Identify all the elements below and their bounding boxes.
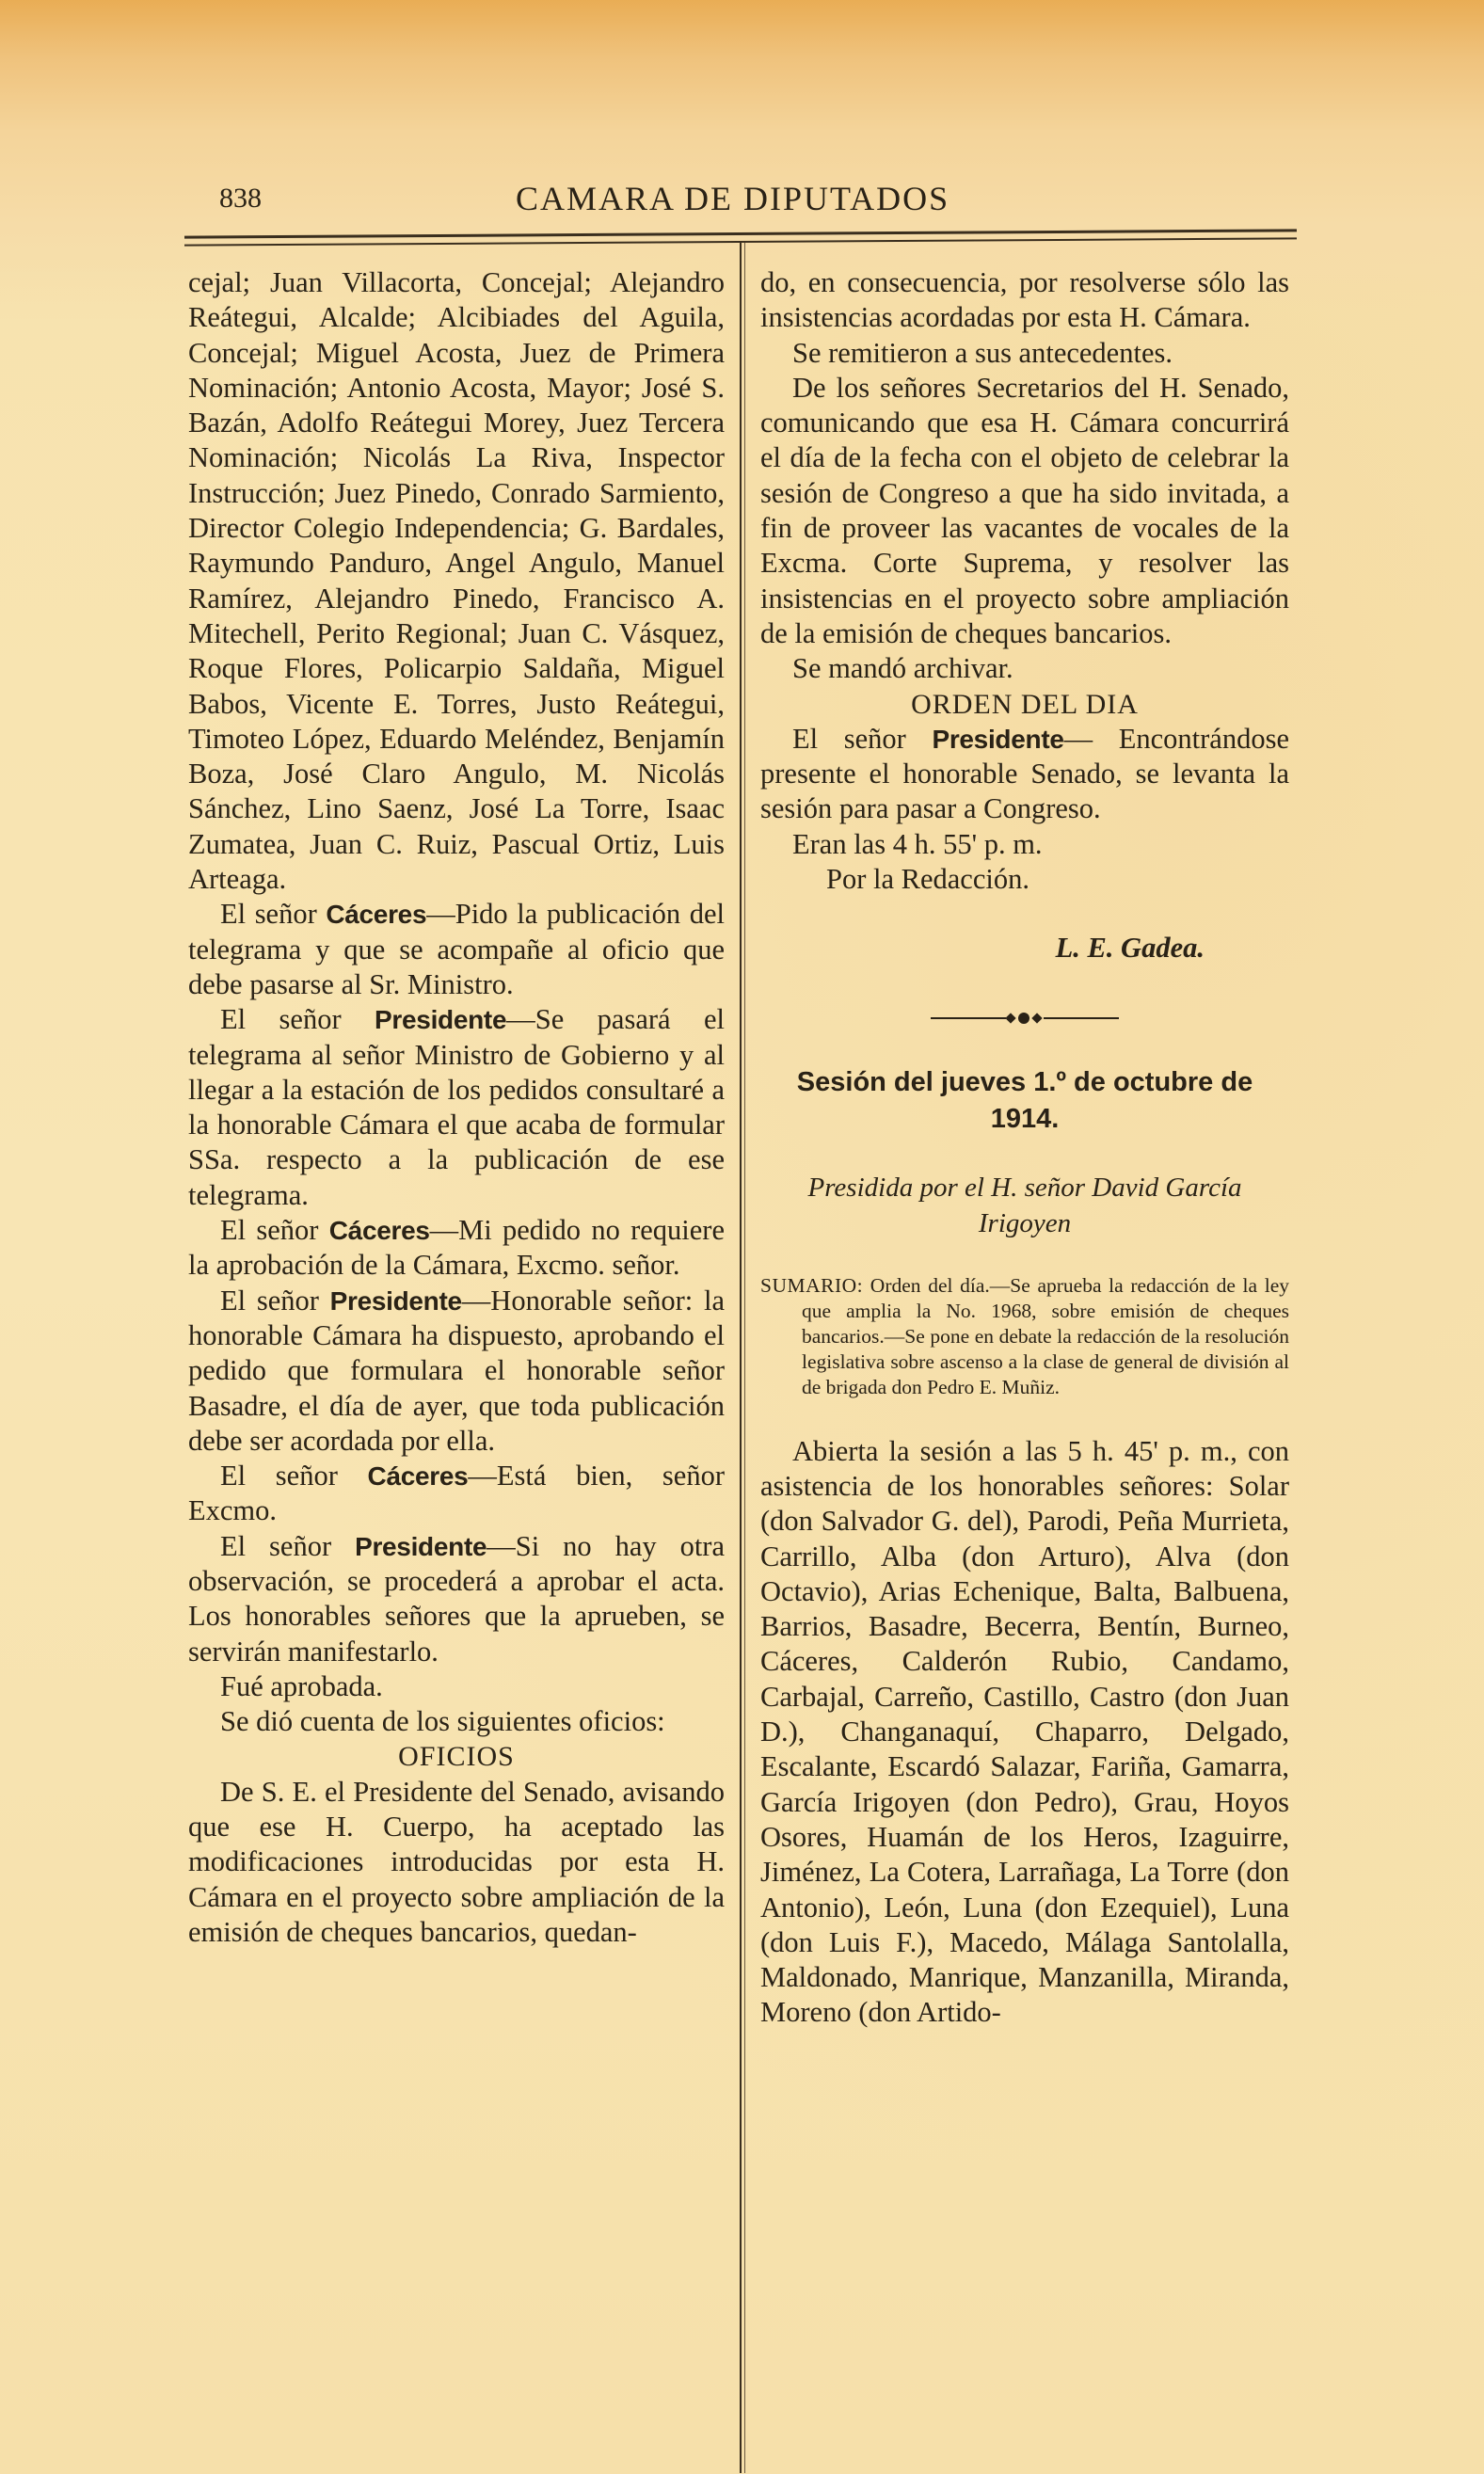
speech-text: —Mi pedido no requiere la aprobación de la Cámara, Excmo. señor.: [188, 1214, 725, 1282]
speech-prefix: El señor: [220, 1460, 368, 1492]
paragraph-approved: Fué aprobada.: [220, 1669, 383, 1702]
sumario-label: SUMARIO:: [760, 1273, 864, 1297]
speech-prefix: El señor: [220, 1529, 356, 1562]
page-number: 838: [219, 183, 262, 214]
speaker-name: Cáceres: [367, 1461, 469, 1492]
column-divider-thin: [744, 243, 745, 2473]
ornament-diamond-right: [1031, 1013, 1042, 1023]
paragraph-continuation: do, en consecuencia, por resolverse sólo las insistencias acordadas por esta H. Cámara.: [760, 266, 1289, 334]
ornament-line-left: [931, 1017, 1006, 1019]
speech-prefix: El señor: [220, 1284, 330, 1317]
speech-presidente-1: [188, 1002, 725, 1213]
journal-title: CAMARA DE DIPUTADOS: [516, 180, 950, 217]
speaker-name: Cáceres: [326, 900, 427, 930]
paragraph-attendee-list: cejal; Juan Villacorta, Concejal; Alejandro Reátegui, Alcalde; Alcibiades del Aguila, Concejal; Miguel Acosta, Juez de Primera Nominación; Antonio Acosta, Mayor; José S. Bazán, Adolfo Reátegui Morey, Juez Tercera Nominación; Nicolás La Riva, Inspector Instrucción; Juez Pinedo, Conrado Sarmiento, Director Colegio Independencia; G. Bardales, Raymundo Panduro, Angel Angulo, Manuel Ramírez, Alejandro Pinedo, Francisco A. Mitechell, Perito Regional; Juan C. Vásquez, Roque Flores, Policarpio Saldaña, Miguel Babos, Vicente E. Torres, Justo Reátegui, Timoteo López, Eduardo Meléndez, Benjamín Boza, José Claro Angulo, M. Nicolás Sánchez, Lino Saenz, José La Torre, Isaac Zumatea, Juan C. Ruiz, Pascual Ortiz, Luis Arteaga.: [188, 266, 725, 896]
paragraph-secretarios: De los señores Secretarios del H. Senado, comunicando que esa H. Cámara concurrirá el día de la fecha con el objeto de celebrar la sesión de Congreso a que ha sido invitada, a fin de proveer las vacantes de vocales de la Excma. Corte Suprema, y resolver las insistencias en el proyecto sobre ampliación de la emisión de cheques bancarios.: [760, 371, 1289, 649]
speech-text: —Se pasará el telegrama al señor Ministro de Gobierno y al llegar a la estación de los pedidos consultaré a la honorable Cámara el que acaba de formular SSa. respecto a la publicación de ese telegrama.: [188, 1003, 726, 1211]
redaccion-line: Por la Redacción.: [826, 863, 1029, 896]
closing-time: Eran las 4 h. 55' p. m.: [792, 827, 1043, 860]
paragraph-session-opened: Abierta la sesión a las 5 h. 45' p. m., con asistencia de los honorables señores: Solar (don Salvador G. del), Parodi, Peña Murrieta, Carrillo, Alba (don Arturo), Alva (don Octavio), Arias Echenique, Balta, Balbuena, Barrios, Basadre, Becerra, Bentín, Burneo, Cáceres, Calderón Rubio, Candamo, Carbajal, Carreño, Castillo, Castro (don Juan D.), Changanaquí, Chaparro, Delgado, Escalante, Escardó Salazar, Fariña, Gamarra, García Irigoyen (don Pedro), Grau, Hoyos Osores, Huamán de los Heros, Izaguirre, Jiménez, La Cotera, Larrañaga, La Torre (don Antonio), León, Luna (don Ezequiel), Luna (don Luis F.), Macedo, Málaga Santolalla, Maldonado, Manrique, Manzanilla, Miranda, Moreno (don Artido-: [760, 1434, 1289, 2029]
ornament-diamond-left: [1005, 1013, 1015, 1023]
speech-caceres-1: [188, 897, 725, 1002]
speech-text: —Pido la publicación del telegrama y que se acompañe al oficio que debe pasarse al Sr. Ministro.: [188, 898, 725, 1000]
speaker-name: Presidente: [375, 1005, 507, 1035]
section-ornament: [931, 1004, 1119, 1032]
speaker-name: Presidente: [355, 1531, 487, 1561]
ornament-line-right: [1044, 1017, 1119, 1019]
speech-prefix: El señor: [220, 1003, 375, 1036]
speech-caceres-2: [188, 1213, 725, 1284]
speech-presidente-2: [188, 1284, 725, 1459]
speech-prefix: El señor: [220, 898, 327, 931]
speech-text: —Honorable señor: la honorable Cámara ha dispuesto, aprobando el pedido que formulara el honorable señor Basadre, el día de ayer, que toda publicación debe ser acordada por ella.: [188, 1284, 726, 1457]
paragraph-remitted: Se remitieron a sus antecedentes.: [792, 336, 1173, 369]
speech-text: —Está bien, señor Excmo.: [188, 1460, 725, 1527]
header-rule-top: [184, 229, 1297, 238]
paragraph-oficios-intro: Se dió cuenta de los siguientes oficios:: [220, 1705, 665, 1738]
session-title: Sesión del jueves 1.º de octubre de 1914.: [796, 1066, 1253, 1134]
running-head: [188, 177, 979, 224]
paragraph-oficio-senado: De S. E. el Presidente del Senado, avisando que ese H. Cuerpo, ha aceptado las modificaciones introducidas por esta H. Cámara en el proyecto sobre ampliación de la emisión de cheques bancarios, quedan-: [188, 1775, 725, 1948]
speech-prefix: El señor: [220, 1214, 329, 1247]
sumario: [760, 1273, 1289, 1400]
speech-prefix: El señor: [792, 722, 933, 755]
right-column: [760, 265, 1289, 2031]
speech-presidente-3: [188, 1529, 725, 1669]
speech-presidente-4: [760, 722, 1289, 827]
speech-text: — Encontrándose presente el honorable Senado, se levanta la sesión para pasar a Congreso.: [760, 722, 1289, 825]
heading-orden-del-dia: ORDEN DEL DIA: [911, 688, 1139, 720]
ornament-dot-center: [1018, 1013, 1029, 1024]
left-column: [188, 265, 725, 1950]
speech-text: —Si no hay otra observación, se procederá a aprobar el acta. Los honorables señores que la aprueben, se servirán manifestarlo.: [188, 1529, 725, 1668]
speech-caceres-3: [188, 1459, 725, 1529]
column-divider: [740, 243, 742, 2473]
speaker-name: Presidente: [329, 1285, 462, 1316]
speaker-name: Cáceres: [328, 1216, 430, 1246]
paragraph-archived: Se mandó archivar.: [792, 652, 1013, 685]
speaker-name: Presidente: [932, 724, 1064, 754]
signature: L. E. Gadea.: [1055, 932, 1205, 965]
presided-by: Presidida por el H. señor David García Irigoyen: [807, 1172, 1242, 1238]
sumario-text: Orden del día.—Se aprueba la redacción de la ley que amplia la No. 1968, sobre emisión de cheques bancarios.—Se pone en debate la redacción de la resolución legislativa sobre ascenso a la clase de general de división al de brigada don Pedro E. Muñiz.: [802, 1273, 1289, 1398]
heading-oficios: OFICIOS: [398, 1741, 515, 1773]
